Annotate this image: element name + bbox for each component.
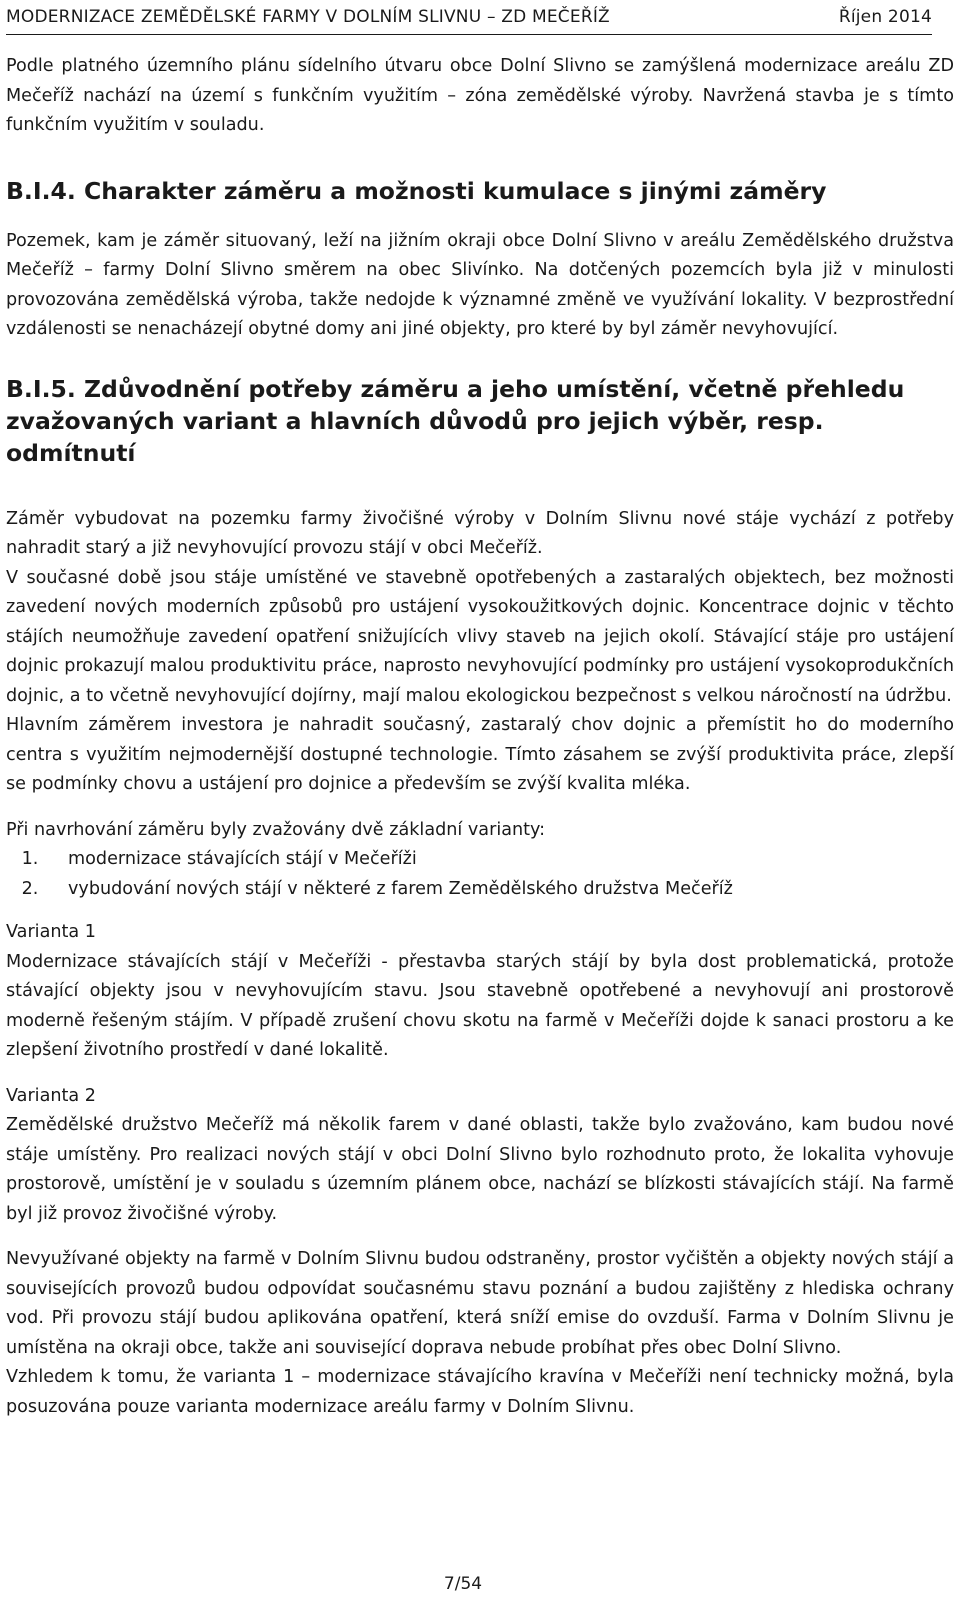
variants-intro: Při navrhování záměru byly zvažovány dvě základní varianty:	[6, 819, 546, 840]
closing-paragraph-1: Nevyužívané objekty na farmě v Dolním Slivnu budou odstraněny, prostor vyčištěn a objekty nových stájí a souvisejících provozů budou odpovídat současnému stavu poznání a budou zajištěny z hlediska ochrany vod. Při provozu stájí budou aplikována opatření, která sníží emise do ovzduší. Farma v Dolním Slivnu je umístěna na okraji obce, takže ani související doprava nebude probíhat přes obec Dolní Slivno.	[6, 1249, 954, 1358]
section-5-paragraph-1: Záměr vybudovat na pozemku farmy živočišné výroby v Dolním Slivnu nové stáje vychází z potřeby nahradit starý a již nevyhovující provozu stájí v obci Mečeříž.	[6, 508, 954, 558]
variant-2-title: Varianta 2	[6, 1085, 96, 1106]
header-title: MODERNIZACE ZEMĚDĚLSKÉ FARMY V DOLNÍM SLIVNU – ZD MEČEŘÍŽ	[6, 7, 610, 27]
variant-2-text: Zemědělské družstvo Mečeříž má několik farem v dané oblasti, takže bylo zvažováno, kam budou nové stáje umístěny. Pro realizaci nových stájí v obci Dolní Slivno bylo rozhodnuto proto, že lokalita vyhovuje prostorově, umístění je v souladu s územním plánem obce, nachází se blízkosti stávajících stájí. Na farmě byl již provoz živočišné výroby.	[6, 1115, 954, 1224]
section-5-paragraph-3: Hlavním záměrem investora je nahradit současný, zastaralý chov dojnic a přemístit ho do moderního centra s využitím nejmodernější dostupné technologie. Tímto zásahem se zvýší produktivita práce, zlepší se podmínky chovu a ustájení pro dojnice a především se zvýší kvalita mléka.	[6, 715, 954, 794]
section-5-heading: B.I.5. Zdůvodnění potřeby záměru a jeho umístění, včetně přehledu zvažovaných variant a hlavních důvodů pro jejich výběr, resp. odmítnutí	[6, 374, 905, 467]
intro-paragraph: Podle platného územního plánu sídelního útvaru obce Dolní Slivno se zamýšlená modernizace areálu ZD Mečeříž nachází na území s funkčním využitím – zóna zemědělské výroby. Navržená stavba je s tímto funkčním využitím v souladu.	[6, 56, 954, 135]
section-4-text: Pozemek, kam je záměr situovaný, leží na jižním okraji obce Dolní Slivno v areálu Zemědělského družstva Mečeříž – farmy Dolní Slivno směrem na obec Slivínko. Na dotčených pozemcích byla již v minulosti provozována zemědělská výroba, takže nedojde k významné změně ve využívání lokality. V bezprostřední vzdálenosti se nenacházejí obytné domy ani jiné objekty, pro které by byl záměr nevyhovující.	[6, 230, 954, 339]
variants-list	[6, 845, 954, 904]
closing-paragraph-2: Vzhledem k tomu, že varianta 1 – modernizace stávajícího kravína v Mečeříži není technicky možná, byla posuzována pouze varianta modernizace areálu farmy v Dolním Slivnu.	[6, 1367, 954, 1417]
header-date: Říjen 2014	[838, 7, 932, 27]
variant-1-title: Varianta 1	[6, 922, 96, 942]
variant-1-text: Modernizace stávajících stájí v Mečeříži - přestavba starých stájí by byla dost problematická, protože stávající objekty jsou v nevyhovujícím stavu. Jsou stavebně opotřebené a nevyhovují ani prostorově moderně řešeným stájím. V případě zrušení chovu skotu na farmě v Mečeříži dojde k sanaci prostoru a ke zlepšení životního prostředí v dané lokalitě.	[6, 951, 954, 1060]
variant-list-item: 2. vybudování nových stájí v některé z farem Zemědělského družstva Mečeříž	[44, 875, 954, 905]
variant-list-item: 1. modernizace stávajících stájí v Mečeříži	[44, 845, 954, 875]
page-number: 7/54	[443, 1574, 483, 1594]
section-5-paragraph-2: V současné době jsou stáje umístěné ve stavebně opotřebených a zastaralých objektech, bez možnosti zavedení nových moderních způsobů pro ustájení vysokoužitkových dojnic. Koncentrace dojnic v těchto stájích neumožňuje zavedení opatření snižujících vlivy staveb na jejich okolí. Stávající stáje pro ustájení dojnic prokazují malou produktivitu práce, naprosto nevyhovující podmínky pro ustájení vysokoprodukčních dojnic, a to včetně nevyhovující dojírny, mají malou ekologickou bezpečnost s velkou náročností na údržbu.	[6, 567, 954, 706]
page-header	[6, 0, 932, 35]
section-4-heading: B.I.4. Charakter záměru a možnosti kumulace s jinými záměry	[6, 176, 827, 205]
page-content	[6, 52, 954, 1422]
